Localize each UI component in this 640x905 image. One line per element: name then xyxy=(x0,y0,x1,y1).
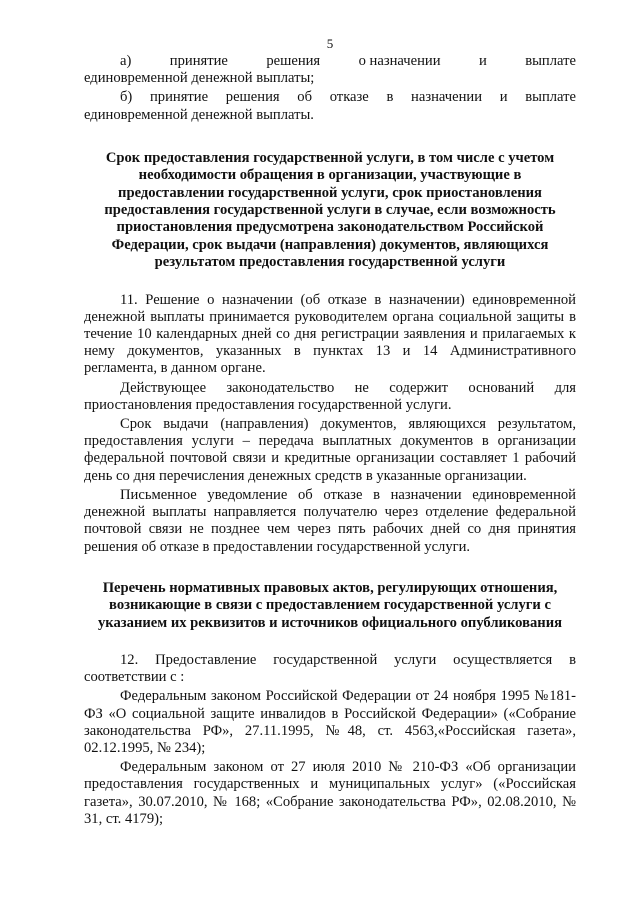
list-a-word-1: принятие xyxy=(169,53,228,69)
list-item-b xyxy=(84,89,576,123)
paragraph-law-210fz: Федеральным законом от 27 июля 2010 № 210-ФЗ «Об организации предоставления государственных и муниципальных услуг» («Российская газета», 30.07.2010, № 168; «Собрание законодательства РФ», 02.08.2010, № 31, ст. 4179); xyxy=(84,759,576,827)
section-title-service-term: Срок предоставления государственной услуги, в том числе с учетом необходимости обращения в организации, участвующие в предоставлении государственной услуги, срок приостановления предоставления государственной услуги в случае, если возможность приостановления предусмотрена законодательством Российской Федерации, срок выдачи (направления) документов, являющихся результатом предоставления государственной услуги xyxy=(104,149,556,271)
paragraph-law-181fz: Федеральным законом Российской Федерации от 24 ноября 1995 №181-ФЗ «О социальной защите инвалидов в Российской Федерации» («Собрание законодательства РФ», 27.11.1995, №48, ст. 4563,«Российская газета», 02.12.1995, № 234); xyxy=(84,688,576,756)
list-a-continuation: единовременной денежной выплаты; xyxy=(84,70,315,87)
section-body-legal-acts xyxy=(84,652,576,828)
paragraph-suspension: Действующее законодательство не содержит оснований для приостановления предоставления государственной услуги. xyxy=(84,379,576,413)
paragraph-refusal-notice: Письменное уведомление об отказе в назначении единовременной денежной выплаты направляется получателю через отделение федеральной почтовой связи не позднее чем через пять рабочих дней со дня принятия решения об отказе в предоставлении государственной услуги. xyxy=(84,486,576,555)
list-letter-a: а) xyxy=(120,53,132,69)
list-item-a xyxy=(84,53,576,87)
paragraph-issue-term: Срок выдачи (направления) документов, являющихся результатом, предоставления услуги – передача выплатных документов в организации федеральной почтовой связи и кредитные организации составляет 1 рабочий день со дня перечисления денежных средств в указанные организации. xyxy=(84,416,576,484)
paragraph-11: 11. Решение о назначении (об отказе в назначении) единовременной денежной выплаты принимается руководителем органа социальной защиты в течение 10 календарных дней со дня регистрации заявления и прилагаемых к нему документов, указанных в пунктах 13 и 14 Административного регламента, в данном органе. xyxy=(84,291,576,377)
page-number: 5 xyxy=(326,36,334,51)
list-a-word-2: решения xyxy=(266,53,321,69)
section-body-service-term xyxy=(84,292,576,556)
paragraph-12: 12. Предоставление государственной услуги осуществляется в соответствии с : xyxy=(84,651,576,686)
list-a-word-4: и xyxy=(478,53,487,69)
list-a-word-5: выплате xyxy=(525,53,576,69)
list-b-continuation: единовременной денежной выплаты. xyxy=(84,106,314,123)
list-a-word-3: о назначении xyxy=(358,53,441,69)
section-title-legal-acts: Перечень нормативных правовых актов, регулирующих отношения, возникающие в связи с предоставлением государственной услуги с указанием их реквизитов и источников официального опубликования xyxy=(98,579,562,631)
list-b-first-line: б) принятие решения об отказе в назначении и выплате xyxy=(120,89,576,106)
